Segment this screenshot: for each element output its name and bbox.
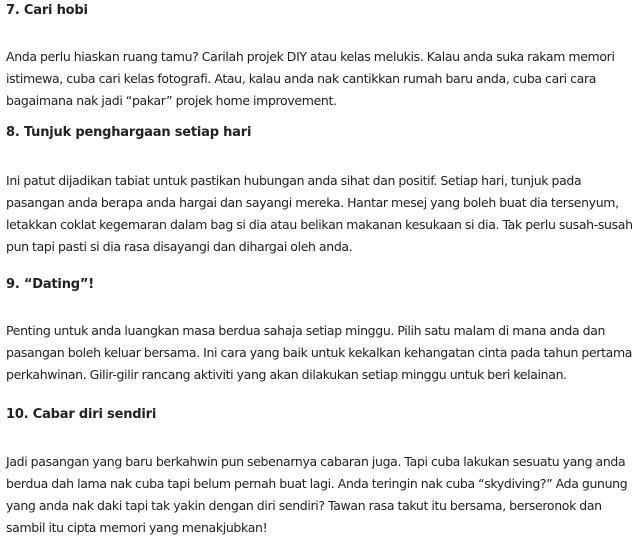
section-heading-cari-hobi: 7. Cari hobi <box>6 3 88 18</box>
section-body-cabar-diri: Jadi pasangan yang baru berkahwin pun sebenarnya cabaran juga. Tapi cuba lakukan sesuatu yang anda berdua dah lama nak cuba tapi belum pernah buat lagi. Anda teringin nak cuba “skydiving?” Ada gunung yang anda nak daki tapi tak yakin dengan diri sendiri? Tawan rasa takut itu bersama, berseronok dan sambil itu cipta memori yang menakjubkan! <box>6 454 628 535</box>
section-body-dating: Penting untuk anda luangkan masa berdua sahaja setiap minggu. Pilih satu malam di mana anda dan pasangan boleh keluar bersama. Ini cara yang baik untuk kekalkan kehangatan cinta pada tahun pertama perkahwinan. Gilir-gilir rancang aktiviti yang akan dilakukan setiap minggu untuk beri kelainan. <box>6 323 633 382</box>
section-heading-tunjuk-penghargaan: 8. Tunjuk penghargaan setiap hari <box>6 125 252 140</box>
section-heading-dating: 9. “Dating”! <box>6 277 94 292</box>
section-body-cari-hobi: Anda perlu hiaskan ruang tamu? Carilah projek DIY atau kelas melukis. Kalau anda suka rakam memori istimewa, cuba cari kelas fotografi. Atau, kalau anda nak cantikkan rumah baru anda, cuba cari cara bagaimana nak jadi “pakar” projek home improvement. <box>6 49 615 108</box>
section-heading-cabar-diri: 10. Cabar diri sendiri <box>6 407 157 422</box>
section-body-tunjuk-penghargaan: Ini patut dijadikan tabiat untuk pastikan hubungan anda sihat dan positif. Setiap hari, tunjuk pada pasangan anda berapa anda hargai dan sayangi mereka. Hantar mesej yang boleh buat dia tersenyum, letakkan coklat kegemaran dalam bag si dia atau belikan makanan kesukaan si dia. Tak perlu susah-susah pun tapi pasti si dia rasa disayangi dan dihargai oleh anda. <box>6 173 633 254</box>
